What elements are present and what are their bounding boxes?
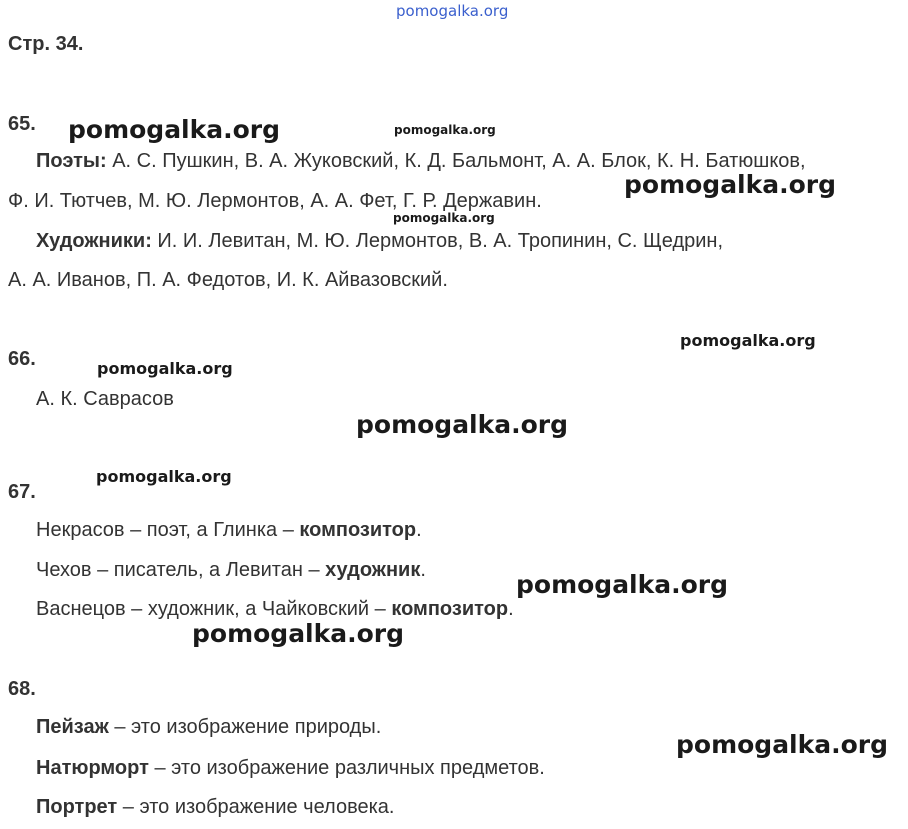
answer-word: композитор (299, 519, 417, 541)
watermark: pomogalka.org (96, 467, 232, 486)
task-68-line-2 (36, 757, 545, 780)
answer-word: композитор (391, 598, 509, 620)
task-67-number: 67. (8, 481, 36, 503)
artists-label: Художники: (36, 230, 152, 252)
term-word: Пейзаж (36, 716, 109, 738)
watermark: pomogalka.org (624, 170, 837, 199)
watermark: pomogalka.org (516, 570, 729, 599)
artists-text: И. И. Левитан, М. Ю. Лермонтов, В. А. Тропинин, С. Щедрин, (151, 230, 724, 252)
line-text: Некрасов – поэт, а Глинка – (36, 519, 300, 541)
definition-text: – это изображение природы. (108, 716, 382, 738)
poets-text: А. С. Пушкин, В. А. Жуковский, К. Д. Бальмонт, А. А. Блок, К. Н. Батюшков, (106, 150, 806, 172)
line-punct: . (416, 519, 422, 541)
watermark: pomogalka.org (97, 359, 233, 378)
task-68-number: 68. (8, 678, 36, 700)
task-68-line-1 (36, 716, 381, 739)
task-67-line-2 (36, 559, 426, 582)
task-66-line-1: А. К. Саврасов (36, 388, 174, 410)
poets-label: Поэты: (36, 150, 107, 172)
definition-text: – это изображение человека. (117, 796, 395, 818)
watermark: pomogalka.org (676, 730, 889, 759)
watermark-top: pomogalka.org (396, 2, 509, 20)
watermark: pomogalka.org (192, 619, 405, 648)
line-punct: . (508, 598, 514, 620)
task-68-line-3 (36, 796, 394, 819)
line-punct: . (420, 559, 426, 581)
task-65-line-4: А. А. Иванов, П. А. Федотов, И. К. Айвазовский. (8, 269, 448, 291)
definition-text: – это изображение различных предметов. (148, 757, 545, 779)
watermark: pomogalka.org (68, 115, 281, 144)
task-67-line-1 (36, 519, 422, 542)
page-title: Стр. 34. (8, 33, 84, 55)
watermark: pomogalka.org (394, 123, 496, 137)
term-word: Натюрморт (36, 757, 149, 779)
task-65-number: 65. (8, 113, 36, 135)
watermark: pomogalka.org (393, 211, 495, 225)
task-66-number: 66. (8, 348, 36, 370)
line-text: Васнецов – художник, а Чайковский – (36, 598, 392, 620)
line-text: Чехов – писатель, а Левитан – (36, 559, 326, 581)
task-67-line-3 (36, 598, 514, 621)
answer-word: художник (325, 559, 421, 581)
watermark: pomogalka.org (680, 331, 816, 350)
task-65-line-3 (36, 230, 723, 253)
watermark: pomogalka.org (356, 410, 569, 439)
term-word: Портрет (36, 796, 118, 818)
task-65-line-2: Ф. И. Тютчев, М. Ю. Лермонтов, А. А. Фет, Г. Р. Державин. (8, 190, 542, 212)
